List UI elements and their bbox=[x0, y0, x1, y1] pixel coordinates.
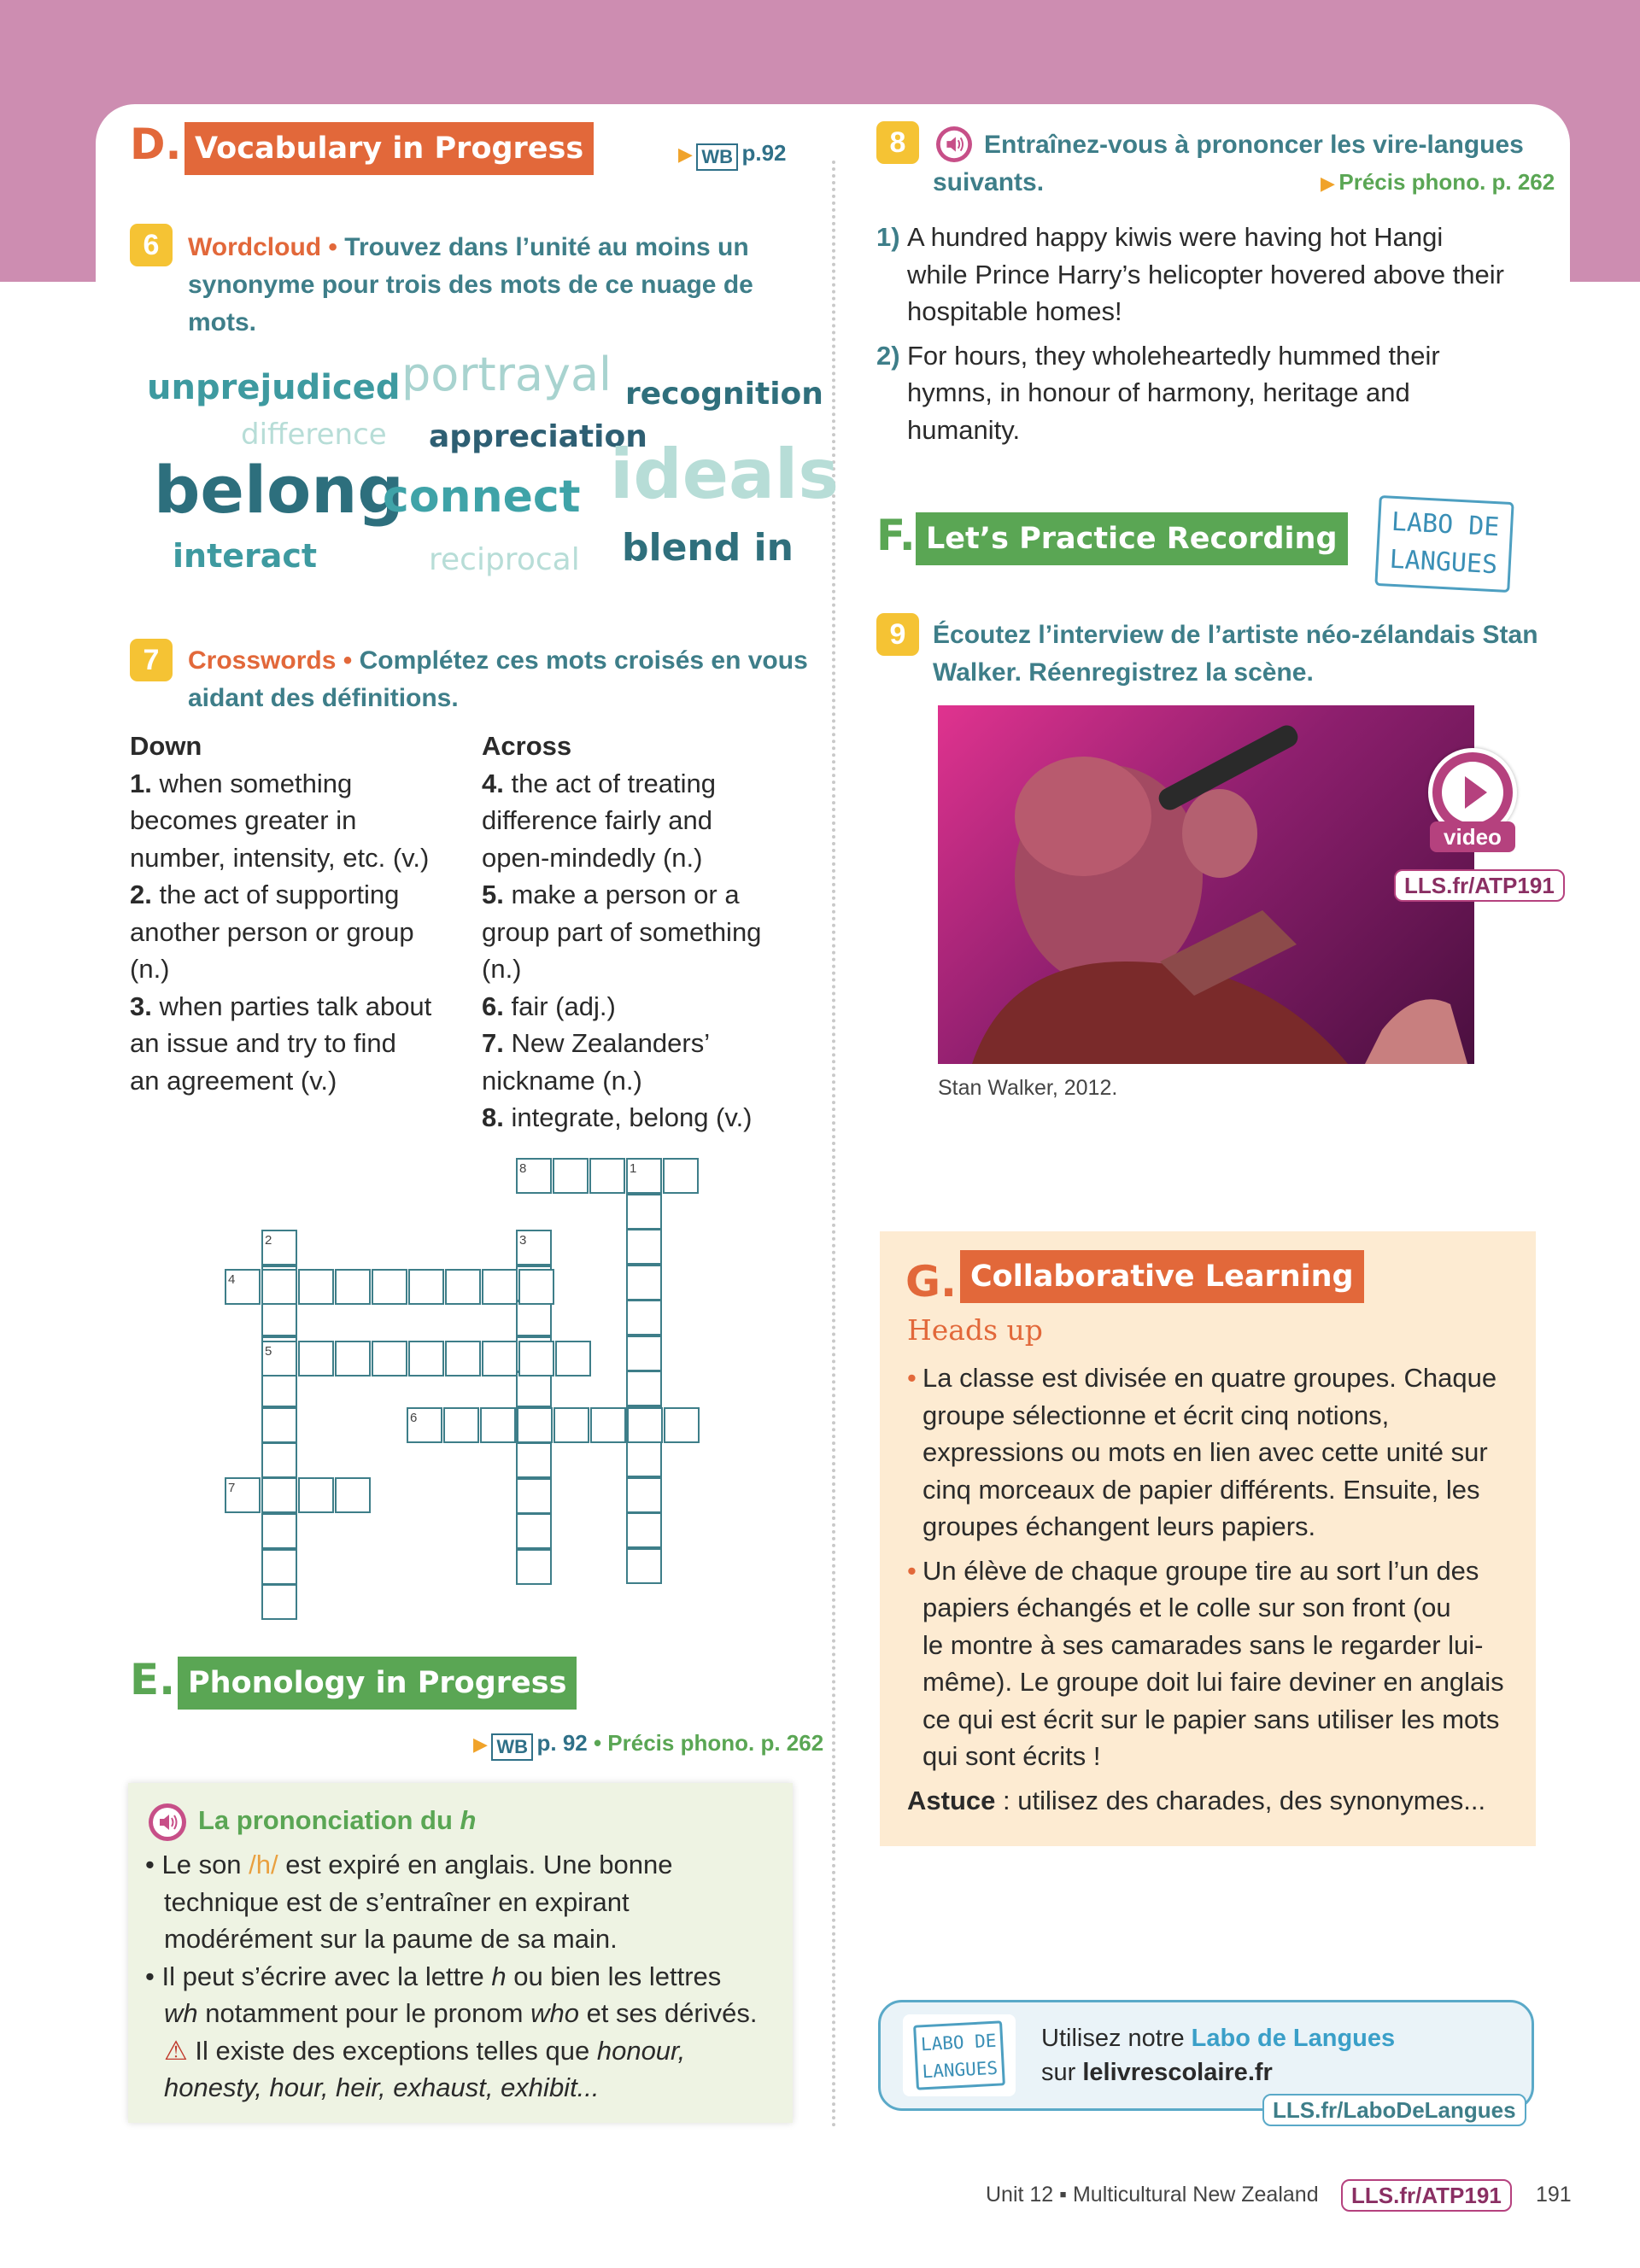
twister-1-l1: A hundred happy kiwis were having hot Hangi bbox=[907, 222, 1444, 252]
play-arrow-icon: ▶ bbox=[1321, 172, 1335, 194]
exercise-9-badge: 9 bbox=[876, 613, 919, 656]
crossword-cell[interactable] bbox=[480, 1407, 516, 1443]
labo-logo-l1: LABO DE bbox=[1391, 506, 1501, 543]
across-title: Across bbox=[482, 731, 572, 761]
crossword-cell[interactable] bbox=[626, 1477, 662, 1513]
precis-phono-ref: Précis phono. p. 262 bbox=[1338, 169, 1555, 195]
word-interact: interact bbox=[173, 537, 318, 575]
across-clue-line bbox=[482, 876, 823, 914]
bullet-dot: • bbox=[907, 1363, 917, 1393]
word-belong: belong bbox=[154, 452, 404, 528]
tongue-twisters bbox=[876, 219, 1543, 448]
section-d-workbook-ref[interactable] bbox=[678, 140, 787, 171]
crossword-cell[interactable] bbox=[298, 1341, 334, 1377]
across-clue-text: New Zealanders’ bbox=[503, 1028, 711, 1058]
pron-b3-it1: honour, bbox=[596, 2035, 686, 2066]
across-clue-number: 4. bbox=[482, 768, 504, 798]
across-clue-line bbox=[482, 1062, 823, 1100]
crossword-cell[interactable] bbox=[518, 1269, 554, 1305]
crossword-cell[interactable] bbox=[408, 1341, 444, 1377]
twister-2-num: 2) bbox=[876, 340, 900, 371]
crossword-cell[interactable] bbox=[626, 1300, 662, 1336]
collab-line-text: groupe sélectionne et écrit cinq notions, bbox=[922, 1400, 1390, 1430]
crossword-cell[interactable] bbox=[372, 1269, 407, 1305]
down-clues bbox=[130, 728, 472, 1099]
down-clue-text: another person or group bbox=[130, 916, 414, 947]
collab-line bbox=[907, 1471, 1522, 1509]
crossword-cell[interactable] bbox=[516, 1549, 552, 1585]
crossword-cell[interactable] bbox=[298, 1477, 334, 1513]
crossword-cell-number: 8 bbox=[519, 1161, 527, 1176]
pron-b2-who: who bbox=[530, 1998, 579, 2028]
speaker-icon[interactable] bbox=[936, 126, 972, 162]
word-appreciation: appreciation bbox=[429, 419, 647, 454]
down-clue-line bbox=[130, 802, 472, 839]
down-clue-line bbox=[130, 988, 472, 1026]
across-clue-line bbox=[482, 1025, 823, 1062]
crossword-cell[interactable] bbox=[372, 1341, 407, 1377]
pron-title-text: La prononciation du bbox=[198, 1805, 460, 1835]
bullet-dot: • bbox=[907, 1555, 917, 1586]
exercise-6-badge: 6 bbox=[130, 224, 173, 266]
down-clue-text: an issue and try to find bbox=[130, 1028, 396, 1058]
labo-promo-l2-pre: sur bbox=[1041, 2059, 1083, 2086]
crossword-cell[interactable] bbox=[516, 1442, 552, 1478]
section-d-title: Vocabulary in Progress bbox=[184, 122, 594, 175]
down-clue-line bbox=[130, 914, 472, 951]
crossword-cell[interactable] bbox=[516, 1478, 552, 1514]
labo-promo-logo-l1: LABO DE bbox=[920, 2030, 998, 2055]
exercise-7-sep: • bbox=[336, 646, 360, 675]
collab-line-text: groupes échangent leurs papiers. bbox=[922, 1511, 1316, 1541]
word-blend-in: blend in bbox=[622, 526, 794, 570]
twister-2-l2: hymns, in honour of harmony, heritage and bbox=[907, 377, 1410, 407]
down-clue-number: 2. bbox=[130, 880, 152, 909]
labo-logo-l2: LANGUES bbox=[1388, 544, 1498, 581]
across-clue-list bbox=[482, 765, 823, 1137]
labo-promo-site[interactable]: lelivrescolaire.fr bbox=[1082, 2059, 1273, 2086]
across-clue-text: (n.) bbox=[482, 954, 522, 984]
twister-1-l2: while Prince Harry’s helicopter hovered above their bbox=[907, 259, 1504, 289]
across-clue-line bbox=[482, 765, 823, 803]
collab-line-text: même). Le groupe doit lui faire deviner en anglais bbox=[922, 1667, 1504, 1697]
collab-line bbox=[907, 1701, 1522, 1739]
down-clue-number: 1. bbox=[130, 768, 152, 798]
video-label[interactable]: video bbox=[1430, 821, 1515, 852]
section-e-refs[interactable] bbox=[473, 1730, 823, 1761]
down-clue-line bbox=[130, 765, 472, 803]
footer-link[interactable]: LLS.fr/ATP191 bbox=[1341, 2179, 1512, 2212]
collab-bullet-2 bbox=[907, 1552, 1522, 1775]
collab-line bbox=[907, 1397, 1522, 1435]
collab-line bbox=[907, 1434, 1522, 1471]
precis-phono-ref: Précis phono. p. 262 bbox=[607, 1730, 824, 1756]
crossword-cell[interactable] bbox=[517, 1407, 553, 1443]
collab-line bbox=[907, 1663, 1522, 1701]
pron-b2-pre: Il peut s’écrire avec la lettre bbox=[161, 1961, 492, 1991]
photo-caption: Stan Walker, 2012. bbox=[938, 1076, 1118, 1100]
section-d-letter: D. bbox=[130, 120, 182, 169]
down-clue-line bbox=[130, 950, 472, 988]
collab-line-text: ce qui est écrit sur le papier sans utiliser les mots bbox=[922, 1704, 1500, 1734]
footer-title: Multicultural New Zealand bbox=[1072, 2183, 1319, 2207]
exercise-8-precis-ref[interactable] bbox=[1321, 169, 1555, 196]
crossword-cell[interactable] bbox=[663, 1158, 699, 1194]
across-clue-text: the act of treating bbox=[503, 768, 717, 798]
collab-line-text: papiers échangés et le colle sur son front (ou bbox=[922, 1593, 1451, 1622]
crossword-cell[interactable] bbox=[335, 1477, 371, 1513]
pron-b2-mid: notamment pour le pronom bbox=[197, 1998, 531, 2028]
pronunciation-box bbox=[128, 1783, 793, 2123]
pron-b2-h: h bbox=[491, 1961, 507, 1991]
play-icon bbox=[1432, 752, 1513, 833]
pron-b2-post: ou bien les lettres bbox=[506, 1961, 722, 1991]
labo-promo-logo-l2: LANGUES bbox=[922, 2057, 999, 2083]
crossword-cell[interactable] bbox=[626, 1512, 662, 1548]
crossword-cell[interactable] bbox=[516, 1301, 552, 1336]
exercise-6-line1: Trouvez dans l’unité au moins un bbox=[344, 233, 749, 261]
pron-b2-wh: wh bbox=[164, 1998, 198, 2028]
down-clue-text: the act of supporting bbox=[151, 880, 400, 909]
collab-line bbox=[907, 1552, 1522, 1590]
workbook-icon: WB bbox=[491, 1733, 533, 1761]
across-clue-line bbox=[482, 914, 823, 951]
collab-line bbox=[907, 1508, 1522, 1546]
crossword-cell[interactable] bbox=[261, 1584, 297, 1620]
exercise-7-badge: 7 bbox=[130, 639, 173, 681]
crossword-cell[interactable] bbox=[626, 1265, 662, 1301]
exercise-6-sep: • bbox=[321, 233, 345, 261]
crossword-cell-number: 1 bbox=[630, 1161, 637, 1176]
crossword-cell[interactable] bbox=[261, 1371, 297, 1407]
exercise-8-line1: Entraînez-vous à prononcer les vire-langues bbox=[984, 131, 1524, 159]
section-e-title: Phonology in Progress bbox=[178, 1657, 577, 1710]
pronunciation-text: • Le son /h/ est expiré en anglais. Une bonne technique est de s’entraîner en expirant modérément sur la paume de sa main. • Il peut s’écrire avec la lettre h ou bien les lettres wh notamment pour le pronom who et ses dérivés. ⚠ Il existe des exceptions telles que honour, honesty, hour, heir, exhaust, exhibit... bbox=[145, 1846, 786, 2107]
across-clue-line bbox=[482, 802, 823, 839]
pron-b1-l2: technique est de s’entraîner en expirant bbox=[164, 1886, 630, 1917]
exercise-9-instructions bbox=[933, 617, 1565, 692]
labo-promo-link[interactable]: Labo de Langues bbox=[1191, 2025, 1396, 2052]
down-title: Down bbox=[130, 731, 202, 761]
section-e-letter: E. bbox=[130, 1655, 176, 1704]
crossword-cell[interactable] bbox=[664, 1407, 700, 1443]
crossword-cell[interactable] bbox=[443, 1407, 479, 1443]
across-clue-text: open-mindedly (n.) bbox=[482, 842, 703, 873]
word-portrayal: portrayal bbox=[401, 348, 612, 401]
labo-de-langues-logo[interactable] bbox=[1374, 495, 1514, 593]
tip-label: Astuce bbox=[907, 1785, 996, 1815]
exercise-7-label: Crosswords bbox=[188, 646, 337, 675]
across-clue-number: 7. bbox=[482, 1028, 504, 1058]
collab-line-text: La classe est divisée en quatre groupes. Chaque bbox=[922, 1363, 1497, 1393]
down-clue-line bbox=[130, 1062, 472, 1100]
workbook-icon: WB bbox=[696, 143, 738, 171]
crossword-cell[interactable] bbox=[518, 1341, 554, 1377]
twister-1-l3: hospitable homes! bbox=[907, 296, 1122, 326]
crossword-cell[interactable] bbox=[482, 1269, 518, 1305]
crossword-cell[interactable] bbox=[626, 1548, 662, 1584]
word-ideals: ideals bbox=[610, 435, 839, 514]
footer-unit bbox=[986, 2183, 1319, 2207]
collab-line-text: cinq morceaux de papier différents. Ensuite, les bbox=[922, 1474, 1480, 1505]
pron-title-h: h bbox=[460, 1805, 477, 1835]
exercise-9-line1: Écoutez l’interview de l’artiste néo-zélandais Stan bbox=[933, 621, 1538, 649]
across-clue-text: fair (adj.) bbox=[503, 991, 616, 1021]
crossword-cell[interactable] bbox=[335, 1269, 371, 1305]
pron-b1-post: est expiré en anglais. Une bonne bbox=[278, 1850, 673, 1879]
collab-line bbox=[907, 1589, 1522, 1627]
crossword-cell[interactable] bbox=[261, 1407, 297, 1443]
down-clue-line bbox=[130, 876, 472, 914]
collab-line-text: qui sont écrits ! bbox=[922, 1741, 1101, 1771]
play-arrow-icon: ▶ bbox=[678, 143, 693, 165]
collab-instructions bbox=[907, 1359, 1522, 1819]
twister-2-l1: For hours, they wholeheartedly hummed their bbox=[907, 340, 1440, 371]
speaker-icon[interactable] bbox=[149, 1803, 186, 1841]
crossword-cell[interactable] bbox=[261, 1513, 297, 1549]
section-g-letter: G. bbox=[905, 1257, 958, 1306]
across-clue-number: 6. bbox=[482, 991, 504, 1021]
crossword-cell[interactable] bbox=[261, 1477, 297, 1513]
word-connect: connect bbox=[383, 471, 581, 523]
down-clue-list bbox=[130, 765, 472, 1100]
section-f-title: Let’s Practice Recording bbox=[916, 512, 1348, 565]
workbook-page: p.92 bbox=[741, 140, 787, 166]
crossword-cell[interactable] bbox=[335, 1341, 371, 1377]
down-clue-text: when parties talk about bbox=[151, 991, 432, 1021]
crossword-cell[interactable] bbox=[555, 1341, 591, 1377]
heads-up-title: Heads up bbox=[907, 1313, 1043, 1347]
page-number: 191 bbox=[1536, 2183, 1572, 2207]
down-clue-text: becomes greater in bbox=[130, 805, 357, 835]
across-clue-text: nickname (n.) bbox=[482, 1065, 642, 1096]
crossword-cell-number: 5 bbox=[265, 1344, 272, 1359]
word-difference: difference bbox=[241, 418, 387, 452]
collab-line bbox=[907, 1738, 1522, 1775]
play-arrow-icon: ▶ bbox=[473, 1733, 488, 1755]
crossword-cell[interactable] bbox=[482, 1341, 518, 1377]
collab-line bbox=[907, 1359, 1522, 1397]
down-clue-line bbox=[130, 1025, 472, 1062]
down-clue-text: an agreement (v.) bbox=[130, 1065, 337, 1096]
labo-promo-l1-pre: Utilisez notre bbox=[1041, 2025, 1192, 2052]
crossword-cell-number: 4 bbox=[228, 1272, 236, 1287]
crossword-cell-number: 2 bbox=[265, 1233, 272, 1248]
collab-line-text: Un élève de chaque groupe tire au sort l’un des bbox=[922, 1555, 1479, 1586]
pron-b1-l3: modérément sur la paume de sa main. bbox=[164, 1924, 618, 1954]
crossword-cell[interactable] bbox=[626, 1229, 662, 1265]
ref-sep: • bbox=[587, 1730, 608, 1756]
labo-promo-logo bbox=[913, 2020, 1005, 2090]
crossword-cell[interactable] bbox=[261, 1301, 297, 1336]
footer-unit-num: Unit 12 bbox=[986, 2183, 1054, 2207]
across-clue-text: integrate, belong (v.) bbox=[503, 1102, 753, 1132]
crossword-cell[interactable] bbox=[589, 1158, 625, 1194]
crossword-cell-number: 3 bbox=[519, 1233, 527, 1248]
video-link[interactable]: LLS.fr/ATP191 bbox=[1394, 869, 1565, 902]
twister-1-num: 1) bbox=[876, 222, 900, 252]
across-clue-text: difference fairly and bbox=[482, 805, 712, 835]
pron-b2-end: et ses dérivés. bbox=[578, 1998, 758, 2028]
across-clue-number: 8. bbox=[482, 1102, 504, 1132]
crossword-cell[interactable] bbox=[298, 1269, 334, 1305]
exercise-7-line2: aidant des définitions. bbox=[188, 684, 459, 712]
exercise-6-instructions bbox=[188, 229, 803, 342]
crossword-cell-number: 7 bbox=[228, 1481, 236, 1495]
pron-b3-pre: Il existe des exceptions telles que bbox=[187, 2035, 597, 2066]
across-clue-line bbox=[482, 839, 823, 877]
across-clue-line bbox=[482, 1099, 823, 1137]
tip-text: : utilisez des charades, des synonymes... bbox=[995, 1785, 1486, 1815]
across-clue-number: 5. bbox=[482, 880, 504, 909]
down-clue-text: (n.) bbox=[130, 954, 170, 984]
across-clue-line bbox=[482, 950, 823, 988]
exercise-7-line1: Complétez ces mots croisés en vous bbox=[359, 646, 808, 675]
down-clue-line bbox=[130, 839, 472, 877]
exercise-6-line3: mots. bbox=[188, 308, 257, 336]
crossword-cell[interactable] bbox=[590, 1407, 626, 1443]
pron-b3-it2: honesty, hour, heir, exhaust, exhibit... bbox=[164, 2072, 600, 2102]
crossword-cell[interactable] bbox=[261, 1442, 297, 1478]
collab-line-text: le montre à ses camarades sans le regarder lui- bbox=[922, 1629, 1484, 1660]
collaborative-learning-box bbox=[880, 1231, 1536, 1846]
across-clues bbox=[482, 728, 823, 1137]
down-clue-text: number, intensity, etc. (v.) bbox=[130, 842, 430, 873]
crossword-cell-number: 6 bbox=[410, 1411, 418, 1425]
word-unprejudiced: unprejudiced bbox=[147, 368, 401, 407]
crossword-cell[interactable] bbox=[445, 1341, 481, 1377]
crossword-cell[interactable] bbox=[516, 1371, 552, 1407]
across-clue-line bbox=[482, 988, 823, 1026]
crossword-cell[interactable] bbox=[261, 1549, 297, 1585]
exercise-8-badge: 8 bbox=[876, 121, 919, 164]
crossword-cell[interactable] bbox=[626, 1441, 662, 1477]
section-f-letter: F. bbox=[876, 511, 916, 560]
collab-bullet-1 bbox=[907, 1359, 1522, 1546]
exercise-8-line2: suivants. bbox=[933, 168, 1045, 196]
down-clue-text: when something bbox=[151, 768, 353, 798]
collab-line-text: expressions ou mots en lien avec cette unité sur bbox=[922, 1437, 1488, 1467]
warning-icon: ⚠ bbox=[164, 2035, 188, 2066]
section-g-title: Collaborative Learning bbox=[960, 1250, 1364, 1303]
word-reciprocal: reciprocal bbox=[429, 542, 580, 577]
crossword-cell[interactable] bbox=[626, 1371, 662, 1406]
footer-sep: ▪ bbox=[1053, 2183, 1073, 2207]
crossword-cell[interactable] bbox=[553, 1158, 589, 1194]
across-clue-text: make a person or a bbox=[503, 880, 740, 909]
collab-line bbox=[907, 1627, 1522, 1664]
crossword-cell[interactable] bbox=[516, 1513, 552, 1549]
crossword-cell[interactable] bbox=[408, 1269, 444, 1305]
pronunciation-title bbox=[198, 1805, 476, 1836]
exercise-6-label: Wordcloud bbox=[188, 233, 322, 261]
exercise-6-line2: synonyme pour trois des mots de ce nuage de bbox=[188, 271, 753, 299]
crossword-cell[interactable] bbox=[626, 1194, 662, 1230]
crossword-cell[interactable] bbox=[627, 1407, 663, 1443]
crossword-cell[interactable] bbox=[554, 1407, 589, 1443]
across-clue-text: group part of something bbox=[482, 916, 762, 947]
crossword-cell[interactable] bbox=[626, 1336, 662, 1371]
crossword-cell[interactable] bbox=[445, 1269, 481, 1305]
pron-b1-phon: /h/ bbox=[249, 1850, 278, 1879]
down-clue-number: 3. bbox=[130, 991, 152, 1021]
word-recognition: recognition bbox=[625, 377, 823, 412]
crossword-cell[interactable] bbox=[261, 1269, 297, 1305]
pron-b1-pre: Le son bbox=[161, 1850, 249, 1879]
labo-promo-text bbox=[1041, 2021, 1520, 2090]
exercise-7-instructions bbox=[188, 642, 811, 717]
workbook-page: p. 92 bbox=[536, 1730, 588, 1756]
twister-2-l3: humanity. bbox=[907, 414, 1021, 445]
exercise-9-line2: Walker. Réenregistrez la scène. bbox=[933, 658, 1314, 687]
labo-promo-tag[interactable]: LLS.fr/LaboDeLangues bbox=[1262, 2094, 1526, 2126]
labo-promo-logo-frame bbox=[903, 2014, 1016, 2096]
